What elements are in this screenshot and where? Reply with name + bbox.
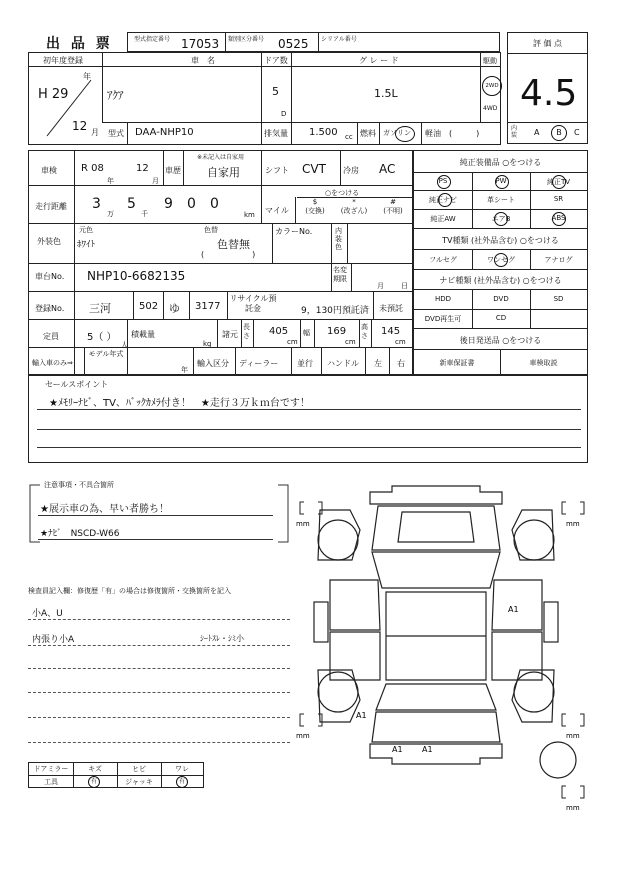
equip-leather: 革シート (487, 196, 515, 204)
equipment-block (413, 150, 588, 375)
legend-table (28, 762, 204, 788)
trunk (372, 712, 500, 742)
displacement-label: 排気量 (264, 129, 288, 138)
tire-bracket-fr (562, 502, 566, 514)
model: DAA-NHP10 (135, 127, 194, 138)
tire-bracket-rr (562, 714, 566, 726)
inspection-month: 12 (136, 163, 149, 174)
inspector-line1: 小A、U (32, 609, 63, 619)
spare-wheel (540, 742, 576, 778)
color-no-label: カラーNo. (275, 227, 313, 236)
color-change: 色替無 (217, 238, 250, 251)
dealer-label: ディーラー (239, 359, 279, 368)
reg-no-label: 登録No. (35, 304, 65, 313)
mileage-digit-4: 0 (187, 196, 196, 212)
first-reg-label: 初年度登録 (43, 56, 83, 65)
exchange-label (297, 198, 333, 216)
tv-oneseg: ワンセグ (487, 256, 515, 264)
grade-label: グ レ ー ド (359, 56, 399, 65)
equip-tv-circle (552, 175, 566, 189)
damage-mark-right-door: A1 (508, 605, 519, 614)
inspection-r: R 08 (81, 163, 104, 174)
width-label: 幅 (303, 329, 310, 337)
length-unit: cm (287, 338, 298, 346)
shift: CVT (302, 162, 326, 176)
equip-aw: 純正AW (430, 215, 456, 223)
first-reg-month: 12 (72, 119, 88, 133)
color-paren: ( ) (201, 250, 256, 259)
mileage-digit-5: 0 (210, 196, 219, 212)
name-change-day: 日 (401, 282, 408, 290)
ac-label: 冷房 (343, 166, 359, 175)
rear-door-right (492, 632, 542, 680)
mileage-label: 走行距離 (35, 202, 67, 211)
mm-spare: mm (566, 804, 580, 810)
equip-navi-circle (438, 193, 452, 207)
height-label: 高さ (361, 323, 368, 340)
notes-line1: ★展示車の為、早い者勝ち！ (40, 504, 169, 515)
capacity-unit: 人 (121, 341, 128, 349)
import-class-label: 輸入区分 (197, 359, 229, 368)
month-unit: 月 (91, 128, 99, 137)
rear-wheel-right (514, 672, 554, 712)
unknown-symbol: # (390, 198, 396, 206)
equip-abs-circle (552, 212, 566, 226)
later-title: 後日発送品 ○をつける (459, 336, 542, 345)
grade-box (507, 32, 588, 144)
width-unit: cm (345, 338, 356, 346)
import-only-label: 輸入車のみ⇒ (32, 359, 73, 367)
capacity-label: 定員 (43, 332, 59, 341)
light-oil-label: 軽油 (425, 129, 441, 138)
reg-region: 三河 (89, 302, 111, 315)
tv-title: TV種類 (社外品含む) ○をつける (442, 236, 559, 245)
grade-score: 4.5 (520, 73, 578, 114)
navi-cd: CD (495, 314, 507, 322)
length-label: 長さ (243, 323, 250, 340)
vehicle-block (28, 52, 501, 145)
mileage-unit-km: km (244, 211, 255, 219)
sheet-title: 出 品 票 (46, 36, 113, 52)
interior-label: 内装 (511, 125, 518, 139)
displacement: 1.500 (309, 127, 338, 138)
damage-mark-bumper-2: A1 (422, 745, 433, 754)
equipment-title: 純正装備品 ○をつける (459, 158, 542, 167)
interior-b: B (551, 125, 567, 141)
original-color: ﾎﾜｲﾄ (77, 240, 96, 250)
interior-a: A (534, 128, 540, 137)
navi-title: ナビ種類 (社外品含む) ○をつける (439, 276, 562, 285)
notes-line2: ★ﾅﾋﾞ NSCD-W66 (40, 529, 120, 539)
parallel-label: 並行 (297, 359, 313, 368)
inspection-year-unit: 年 (107, 177, 114, 185)
load-label: 積載量 (131, 330, 155, 339)
tampered-symbol: * (352, 198, 356, 206)
drive-4wd: 4WD (483, 105, 498, 112)
legend-jack-yes: 有 (176, 776, 188, 788)
mm-fr: mm (566, 520, 580, 528)
legend-crack: ヒビ (132, 765, 146, 773)
inspection-label: 車検 (41, 166, 57, 175)
equip-pw-circle (495, 175, 509, 189)
mm-rr: mm (566, 732, 580, 740)
navi-sd: SD (553, 295, 564, 303)
mm-fl: mm (296, 520, 310, 528)
equip-ps-circle (437, 175, 451, 189)
chassis-label: 車台No. (35, 272, 65, 281)
rear-wheel-left (318, 672, 358, 712)
recycle-label: リサイクル預託金 (229, 294, 277, 313)
equip-abs: ABS (551, 214, 566, 222)
legend-door-mirror: ドアミラー (33, 765, 69, 773)
mileage-digit-2: 5 (127, 196, 136, 212)
navi-dvd-play: DVD再生可 (424, 315, 462, 323)
later-manual: 車検取説 (529, 359, 558, 367)
reg-number: 3177 (195, 301, 221, 312)
history-note: ※未記入は自家用 (197, 154, 245, 161)
front-door-left (330, 580, 380, 630)
damage-mark-rear-left: A1 (356, 711, 367, 720)
handle-left: 左 (374, 359, 382, 368)
front-wheel-right (514, 520, 554, 560)
handle-label: ハンドル (327, 359, 359, 368)
tv-oneseg-circle (494, 253, 508, 267)
height-unit: cm (395, 338, 406, 346)
tire-bracket-spare (562, 786, 566, 798)
rear-bumper (370, 744, 502, 764)
color-code-label: 色替 (204, 226, 218, 234)
mileage-digit-3: 9 (164, 196, 173, 212)
equip-navi: 純正ナビ (429, 196, 457, 204)
legend-scratch: キズ (88, 765, 102, 773)
unknown-text: (不明) (383, 207, 403, 215)
navi-dvd: DVD (493, 295, 509, 303)
sales-label: セールスポイント (45, 380, 109, 389)
interior-color-label: 内装色 (335, 227, 342, 251)
capacity: 5（ ） (87, 332, 117, 343)
front-wheel-left (318, 520, 358, 560)
ac: AC (379, 162, 396, 176)
mileage-digit-1: 3 (92, 196, 101, 212)
interior-c: C (574, 128, 580, 137)
equip-sr: SR (553, 195, 564, 203)
navi-hdd: HDD (434, 295, 452, 303)
door-suffix: D (281, 110, 287, 118)
height: 145 (381, 326, 401, 337)
header-number-row (127, 32, 500, 52)
equip-pw: PW (495, 177, 507, 185)
car-name-label: 車 名 (191, 56, 215, 65)
mileage-unit-sen: 千 (141, 210, 148, 218)
later-warranty: 新車保証書 (439, 359, 475, 367)
tire-bracket-fl (300, 502, 304, 514)
mile-label: マイル (265, 206, 289, 215)
dims-label: 諸元 (222, 330, 238, 339)
meter-note: ○をつける (325, 189, 360, 197)
reg-kana: ゆ (169, 302, 180, 315)
exterior-color-label: 外装色 (37, 237, 61, 246)
drive-2wd: 2WD (482, 76, 502, 96)
model-label: 型式 (108, 129, 124, 138)
history-label: 車歴 (165, 166, 181, 175)
sales-text: ★ﾒﾓﾘｰﾅﾋﾞ、TV、ﾊﾞｯｸｶﾒﾗ付き！ ★走行３万ｋｍ台です！ (49, 398, 310, 409)
load-unit: kg (203, 340, 212, 348)
fuel-selected: ガソリン (383, 129, 411, 137)
details-block (28, 150, 413, 375)
doors-label: ドア数 (264, 56, 288, 65)
length: 405 (269, 326, 289, 337)
inspector-label: 検査員記入欄：修復歴「有」の場合は修復箇所・交換箇所を記入 (28, 587, 231, 595)
mm-rl: mm (296, 732, 310, 740)
type-no: 17053 (181, 37, 220, 51)
exchange-text: (交換) (305, 207, 325, 215)
unknown-label (375, 198, 411, 216)
fuel-label: 燃料 (360, 129, 376, 138)
left-sill (314, 602, 328, 642)
notes-label: 注意事項・不具合箇所 (44, 481, 114, 489)
doors: 5 (272, 85, 279, 98)
recycle-amount: 9，130円預託済 (301, 306, 369, 316)
car-name: ｱｸｱ (107, 89, 124, 102)
year-unit: 年 (83, 72, 91, 81)
shift-label: シフト (265, 166, 289, 175)
legend-tools: 工具 (44, 778, 58, 786)
exchange-symbol: $ (312, 198, 318, 206)
class-no-label: 類別区分番号 (228, 36, 265, 43)
name-change-month: 月 (377, 282, 384, 290)
model-year-label: モデル年式 (88, 350, 124, 358)
sales-block (28, 375, 588, 463)
mileage-unit-man: 万 (107, 210, 114, 218)
windshield (372, 552, 500, 588)
inspection-month-unit: 月 (152, 177, 159, 185)
original-color-label: 元色 (79, 226, 93, 234)
inspector-line2a: 内張り小A (32, 635, 75, 645)
name-change-label: 名変期限 (333, 266, 347, 283)
tampered-text: (改ざん) (340, 207, 368, 215)
type-no-label: 型式指定番号 (134, 36, 171, 43)
tv-fullseg: フルセグ (429, 256, 457, 264)
legend-tools-yes: 有 (88, 776, 100, 788)
fuel-other: ( ) (449, 129, 480, 138)
equip-tv: 純正TV (546, 178, 571, 186)
displacement-unit: cc (345, 133, 353, 141)
equip-airbag: エアB (491, 215, 511, 223)
reg-class: 502 (139, 301, 159, 312)
history: 自家用 (207, 166, 240, 179)
tampered-label (335, 198, 373, 216)
legend-break: ワレ (175, 765, 189, 773)
damage-mark-bumper-1: A1 (392, 745, 403, 754)
fuel-circle (395, 126, 415, 142)
hood-inner (398, 512, 474, 542)
car-diagram (290, 480, 610, 810)
equip-ps: PS (438, 177, 448, 185)
drive-label: 駆動 (483, 57, 497, 65)
tire-bracket-rl (300, 714, 304, 726)
grade: 1.5L (374, 87, 398, 100)
equip-airbag-circle (494, 212, 508, 226)
width: 169 (327, 326, 347, 337)
front-bumper (370, 486, 502, 504)
grade-box-label: 評 価 点 (532, 39, 563, 48)
model-year-unit: 年 (181, 366, 188, 374)
recycle-unpaid: 未預託 (379, 304, 403, 313)
class-no: 0525 (278, 37, 309, 51)
first-reg-era: H 29 (38, 87, 69, 102)
serial-label: シリアル番号 (321, 36, 357, 43)
rear-door-left (330, 632, 380, 680)
chassis-no: NHP10-6682135 (87, 269, 186, 283)
rear-window (376, 684, 496, 710)
right-sill (544, 602, 558, 642)
inspector-line2b: ｼｰﾄｽﾚ・ｼﾐ小 (200, 634, 244, 643)
legend-jack: ジャッキ (125, 778, 153, 786)
tv-analog: アナログ (544, 256, 573, 264)
handle-right: 右 (397, 359, 405, 368)
